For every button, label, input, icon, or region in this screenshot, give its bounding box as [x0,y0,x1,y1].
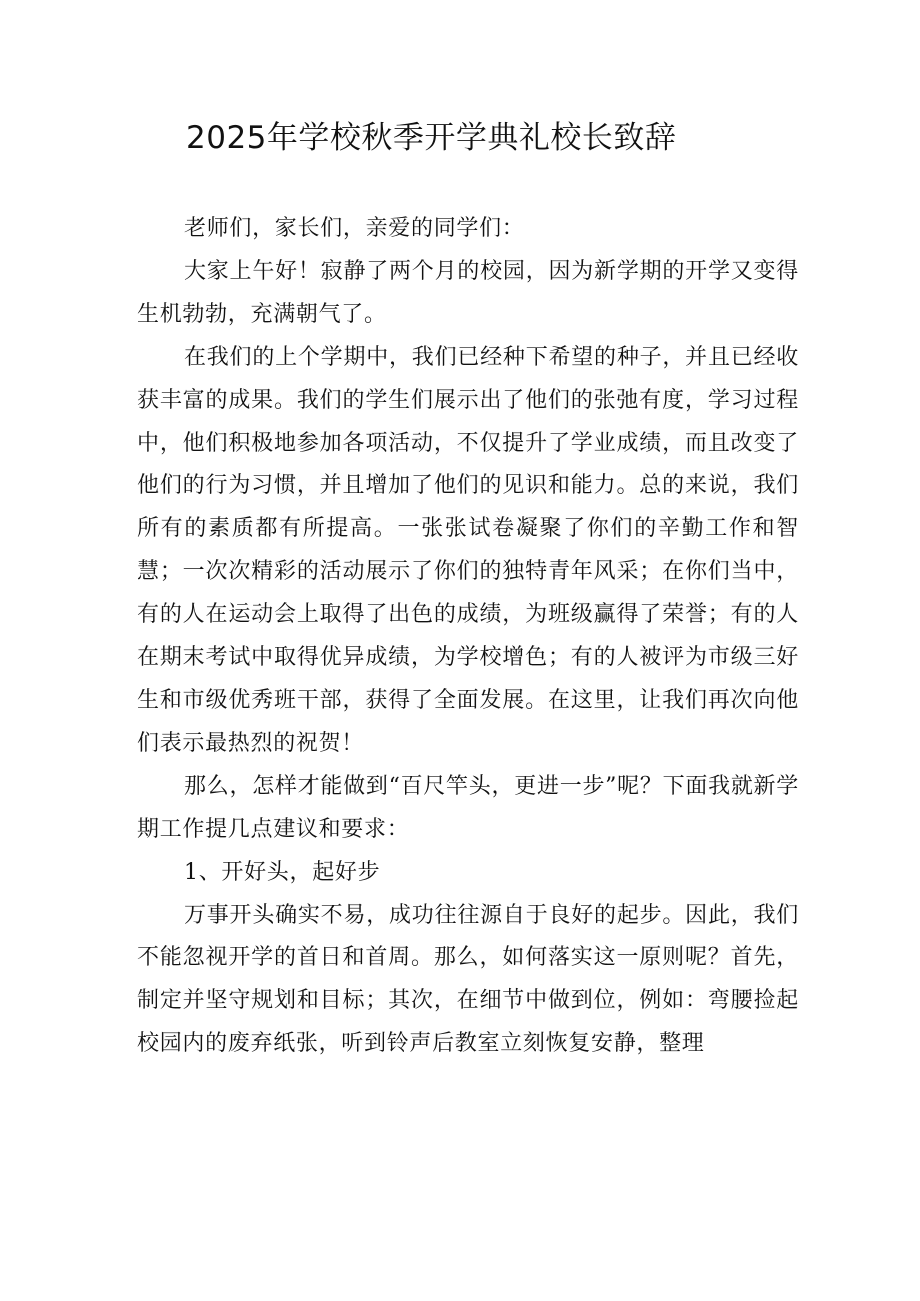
salutation-paragraph: 老师们，家长们，亲爱的同学们： [184,216,525,241]
achievements-paragraph: 在我们的上个学期中，我们已经种下希望的种子，并且已经收获丰富的成果。我们的学生们展示出了他们的张弛有度，学习过程中，他们积极地参加各项活动，不仅提升了学业成绩，而且改变了他们的行为习惯，并且增加了他们的见识和能力。总的来说，我们所有的素质都有所提高。一张张试卷凝聚了你们的辛勤工作和智慧；一次次精彩的活动展示了你们的独特青年风采；在你们当中，有的人在运动会上取得了出色的成绩，为班级赢得了荣誉；有的人在期末考试中取得优异成绩，为学校增色；有的人被评为市级三好生和市级优秀班干部，获得了全面发展。在这里，让我们再次向他们表示最热烈的祝贺！ [137,344,799,756]
greeting-paragraph: 大家上午好！寂静了两个月的校园，因为新学期的开学又变得生机勃勃，充满朝气了。 [137,258,799,327]
document-title: 2025年学校秋季开学典礼校长致辞 [186,120,677,156]
document-body [137,208,799,1066]
transition-paragraph: 那么，怎样才能做到“百尺竿头，更进一步”呢？下面我就新学期工作提几点建议和要求： [137,773,799,842]
section-1-paragraph: 万事开头确实不易，成功往往源自于良好的起步。因此，我们不能忽视开学的首日和首周。那么，如何落实这一原则呢？首先，制定并坚守规划和目标；其次，在细节中做到位，例如：弯腰捡起校园内的废弃纸张，听到铃声后教室立刻恢复安静，整理 [137,902,799,1057]
section-heading-1: 1、开好头，起好步 [184,859,381,885]
